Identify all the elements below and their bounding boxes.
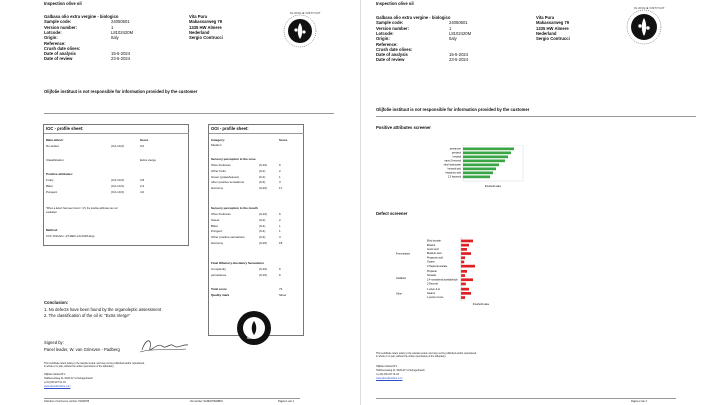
info-label: Galbasa olio extra vergine - biologico (376, 15, 451, 20)
ooi-range: (0-2) (259, 217, 266, 222)
info-label: Lotcode: (376, 30, 394, 36)
bar (461, 283, 466, 286)
company-address: Heiltheuvelweg 11, 5222 AV 's-Hertogenbosch (44, 377, 93, 380)
footer-note: This certificate refers solely to the sample tested, and may not be published and/or reproduced, (376, 352, 477, 355)
info-value: 15-5-2024 (111, 51, 131, 57)
bar (461, 292, 471, 295)
footer-note: This certificate refers solely to the sample tested, and may not be published and/or reproduced, (44, 362, 145, 365)
attribute-name: Pungent (46, 190, 58, 194)
company-address: Heiltheuvelweg 11, 5222 AV 's-Hertogenbosch (376, 369, 425, 372)
ooi-profile-sheet: OOI - profile sheet: Category: Score Medium Sensory perception in the nose Olive fruitiness (0-10) 6 Other fruits (0-2) 2 Green (grass/leaves) (0-2) 1 other positive sensations (0-3) 3 Harmony (0-20) 17 Sensory perception in the mouth Olive fruitiness (0-10) 6 Sweet (0-2) 2 Bitter (0-4) 1 Pungent (0-4) 1 Other positive sensations (0-3) 3 Harmony (0-20) 18 Final Olfactory-Gustatory Sensations Complexity (0-10) 6 persistence (0-10) 6 Total score 73 Quality mark Silver (208, 124, 304, 336)
info-label: Reference: (376, 41, 398, 47)
category-label: hexanal acid (447, 167, 461, 171)
info-label: Origin: (376, 36, 390, 42)
ooi-attribute: Other fruits (211, 168, 226, 173)
bar (463, 156, 508, 159)
ooi-range: (0-4) (259, 223, 266, 228)
positive-screener-title: Positive attributes screener (376, 125, 431, 130)
info-label: Date of analysis (376, 52, 408, 58)
category-label: Propanal (427, 270, 437, 273)
ooi-score: 17 (279, 186, 283, 191)
info-value: 1 (449, 25, 452, 31)
ooi-range: (0-3) (259, 235, 266, 240)
ooi-attribute: Bitter (211, 223, 219, 228)
category-label: Ethyl acetate (427, 239, 441, 243)
ooi-score: 6 (279, 212, 281, 216)
x-axis-label: threshold value (484, 185, 502, 188)
ooi-score: 2 (279, 168, 281, 173)
info-label: Date of analysis (44, 51, 76, 57)
attribute-range: (0,0-10,0) (111, 184, 125, 188)
ooi-range: (0-4) (259, 229, 266, 234)
ioc-profile-sheet: IOC - profile sheet: Main defect: Score No defect (0,0-10,0) 0,0 Classification: Extra vierge Positive attributes: Fruity (0,0-10,0) 3,8 Bitter (0,0-10,0) 2,2 Pungent (0,0-10,0) 4,0 *When a defect has been found > 3,5, the positive attributes are not evaluated. Method: COI-T20-Doc.-15-REV-10-2018-Eng (43, 124, 189, 246)
ooi-attribute: Pungent (211, 229, 223, 234)
ooi-range: (0-10) (259, 163, 268, 167)
category-label: 2-Decenal (427, 282, 438, 286)
address-line: Nederland (189, 29, 210, 35)
signed-name: Panel leader, W. van Grinsven - Padberg (44, 347, 120, 352)
company-website-link[interactable]: www.oliveoilinstitute.com (376, 377, 403, 380)
attribute-score: 4,0 (140, 190, 145, 194)
address-line: Sergio Contrucci (536, 36, 570, 42)
ooi-attribute: Sweet (211, 217, 220, 222)
address-line: 1335 HW Almere (189, 24, 222, 30)
ooi-score: 18 (279, 241, 283, 245)
ooi-attribute: other positive sensations (211, 180, 245, 185)
address-line: Makassarweg 79 (189, 19, 223, 25)
ooi-attribute: Complexity (211, 267, 226, 271)
page-title: Inspection olive oil (44, 1, 82, 6)
company-website-link[interactable]: www.oliveoilinstitute.com (44, 385, 71, 388)
group-label: Oxidation (396, 276, 407, 280)
attribute-score: 3,8 (140, 178, 145, 182)
ooi-attribute: persistence (211, 272, 227, 277)
ooi-range: (0-20) (259, 241, 268, 245)
bar (461, 240, 473, 243)
category-label: hexanal (452, 155, 461, 159)
address-line: Makassarweg 79 (536, 20, 570, 26)
group-label: Fermentation (396, 252, 411, 256)
footer-note: in whole or in part, without the written permission of the laboratory. (376, 355, 447, 358)
company-phone: (+31) 030 227 01 04 (44, 381, 66, 384)
certificate-page-2 (360, 0, 720, 405)
bar (461, 265, 475, 268)
info-label: Lotcode: (44, 29, 62, 35)
ooi-range: (0-2) (259, 168, 266, 173)
info-value: L8102420M (111, 29, 134, 35)
bar (461, 274, 465, 277)
company-name: Olijfolie instituut B.V. (376, 365, 398, 368)
info-label: Version number: (44, 24, 78, 30)
page-number: Pagina 2 van 2 (631, 400, 647, 403)
attribute-range: (0,0-10,0) (111, 178, 125, 182)
bar (461, 288, 469, 291)
ooi-score: 3 (279, 235, 281, 240)
category-label: Nonanal (427, 274, 436, 278)
company-phone: t (+31) 030 227 01 04 (376, 373, 399, 376)
bar (461, 244, 469, 247)
ooi-score: 1 (279, 223, 281, 228)
bar (461, 261, 464, 264)
category-label: 1-penten-3-one (427, 296, 444, 300)
category-label: Propanoic acid (427, 256, 443, 260)
silver-seal: SILVER (236, 310, 272, 346)
category-label: trans-2-hexenal (444, 159, 461, 163)
page-number: Pagina 1 van 2 (278, 400, 294, 403)
ooi-score: 6 (279, 267, 281, 271)
ooi-score: 6 (279, 272, 281, 277)
signature (138, 336, 190, 356)
info-label: Sample code: (376, 20, 404, 26)
bar (463, 172, 493, 175)
disclaimer: Olijfolie instituut is not responsible for information provided by the customer (376, 107, 530, 112)
address-line: Nederland (536, 30, 557, 36)
ooi-score: 1 (279, 174, 281, 179)
category-label: pentanol (451, 151, 461, 155)
info-label: Date of review (44, 56, 73, 62)
group-label: Other (396, 292, 402, 296)
bar (463, 168, 496, 171)
category-label: 1-octen-3-ol (427, 287, 440, 291)
footer-note: in whole or in part, without the written permission of the laboratory. (44, 365, 115, 368)
bar (463, 176, 490, 179)
attribute-score: 2,2 (140, 184, 145, 188)
info-value: Italy (449, 36, 457, 42)
info-label: Date of review (376, 57, 405, 63)
ooi-range: (0-10) (259, 267, 268, 271)
category-label: ethyl isobutyrate (443, 163, 461, 167)
company-name: Olijfolie instituut B.V. (44, 373, 66, 376)
positive-attributes-chart (423, 145, 533, 195)
ooi-attribute: Harmony (211, 241, 224, 245)
bar (461, 248, 467, 251)
bar (461, 256, 465, 259)
info-value: 24050601 (449, 20, 468, 26)
category-label: Acetic acid (427, 248, 439, 251)
category-label: Octane (427, 260, 435, 264)
info-value: 23-5-2024 (111, 56, 131, 62)
info-label: Galbasa olio extra vergine - biologico (44, 14, 119, 19)
ooi-score: 2 (279, 217, 281, 222)
info-label: Crush date olives: (44, 45, 81, 51)
defect-screener-title: Defect screener (376, 211, 408, 216)
category-label: pentanone (449, 147, 461, 151)
conclusion-line: 2. The classification of the oil is: "Extra Vierge" (44, 313, 131, 318)
address-line: Vita Pura (536, 15, 555, 20)
bar (463, 160, 505, 163)
bar (461, 270, 467, 273)
defect-screener-chart (396, 237, 506, 319)
address-line: Sergio Contrucci (189, 35, 223, 41)
attribute-range: (0,0-10,0) (111, 190, 125, 194)
address-line: 1335 HW Almere (536, 25, 569, 31)
ooi-score: 6 (279, 163, 281, 167)
category-label: Butanoic acid (427, 252, 442, 256)
bar (461, 296, 465, 299)
category-label: 2-Heptenal acetate (427, 264, 448, 268)
chamber-number: Chamber of commerce number: 81942765 (44, 400, 90, 403)
bar (461, 278, 473, 281)
ooi-attribute: Olive fruitiness (211, 212, 231, 216)
signed-label: Signed by: (44, 340, 64, 345)
info-label: Version number: (376, 25, 410, 31)
category-label: 2,3 heptenol (447, 175, 461, 179)
conclusion-line: 1. No defects have been found by the organoleptic assessment (44, 307, 162, 312)
ooi-score: 3 (279, 180, 281, 185)
ooi-range: (0-3) (259, 180, 266, 185)
info-value: Italy (111, 35, 119, 41)
vat-number: Vat number: NL862279918B01 (190, 400, 223, 403)
ooi-range: (0-2) (259, 174, 266, 179)
ooi-attribute: Green (grass/leaves) (211, 174, 240, 179)
category-label: heptanoic acid (445, 171, 461, 175)
institute-logo: OLIJFOLIE INSTITUUT (625, 8, 663, 46)
divider (44, 113, 334, 114)
x-axis-label: threshold value (472, 302, 490, 306)
attribute-name: Fruity (46, 178, 54, 182)
info-label: Origin: (44, 35, 58, 41)
bar (461, 252, 471, 255)
bar (463, 152, 511, 155)
category-label: butanol (427, 292, 435, 295)
info-value: 15-5-2024 (449, 52, 469, 58)
info-label: Reference: (44, 40, 66, 46)
info-value: 23-5-2024 (449, 57, 469, 63)
page-title: Inspection olive oil (376, 1, 414, 6)
ooi-attribute: Olive fruitiness (211, 163, 231, 167)
info-value: L8102420M (449, 30, 472, 36)
conclusion-title: Conclusion: (44, 300, 69, 305)
info-value: 1 (111, 24, 114, 30)
bar (463, 148, 514, 151)
info-label: Sample code: (44, 19, 72, 25)
address-line: Vita Pura (189, 14, 208, 19)
category-label: 2,4-nonadienal acetaldehyde (427, 278, 458, 282)
ooi-attribute: Harmony (211, 186, 224, 191)
bar (463, 164, 499, 167)
info-label: Crush date olives: (376, 46, 413, 52)
ooi-score: 1 (279, 229, 281, 234)
ooi-attribute: Other positive sensations (211, 235, 245, 240)
ooi-range: (0-10) (259, 212, 268, 216)
disclaimer: Olijfolie instituut is not responsible for information provided by the customer (44, 89, 198, 94)
info-value: 24050601 (111, 19, 130, 25)
ooi-range: (0-10) (259, 272, 268, 277)
ooi-range: (0-20) (259, 186, 268, 191)
category-label: Ethanol (427, 243, 436, 247)
institute-logo: OLIJFOLIE INSTITUUT (282, 13, 318, 49)
attribute-name: Bitter (46, 184, 54, 188)
